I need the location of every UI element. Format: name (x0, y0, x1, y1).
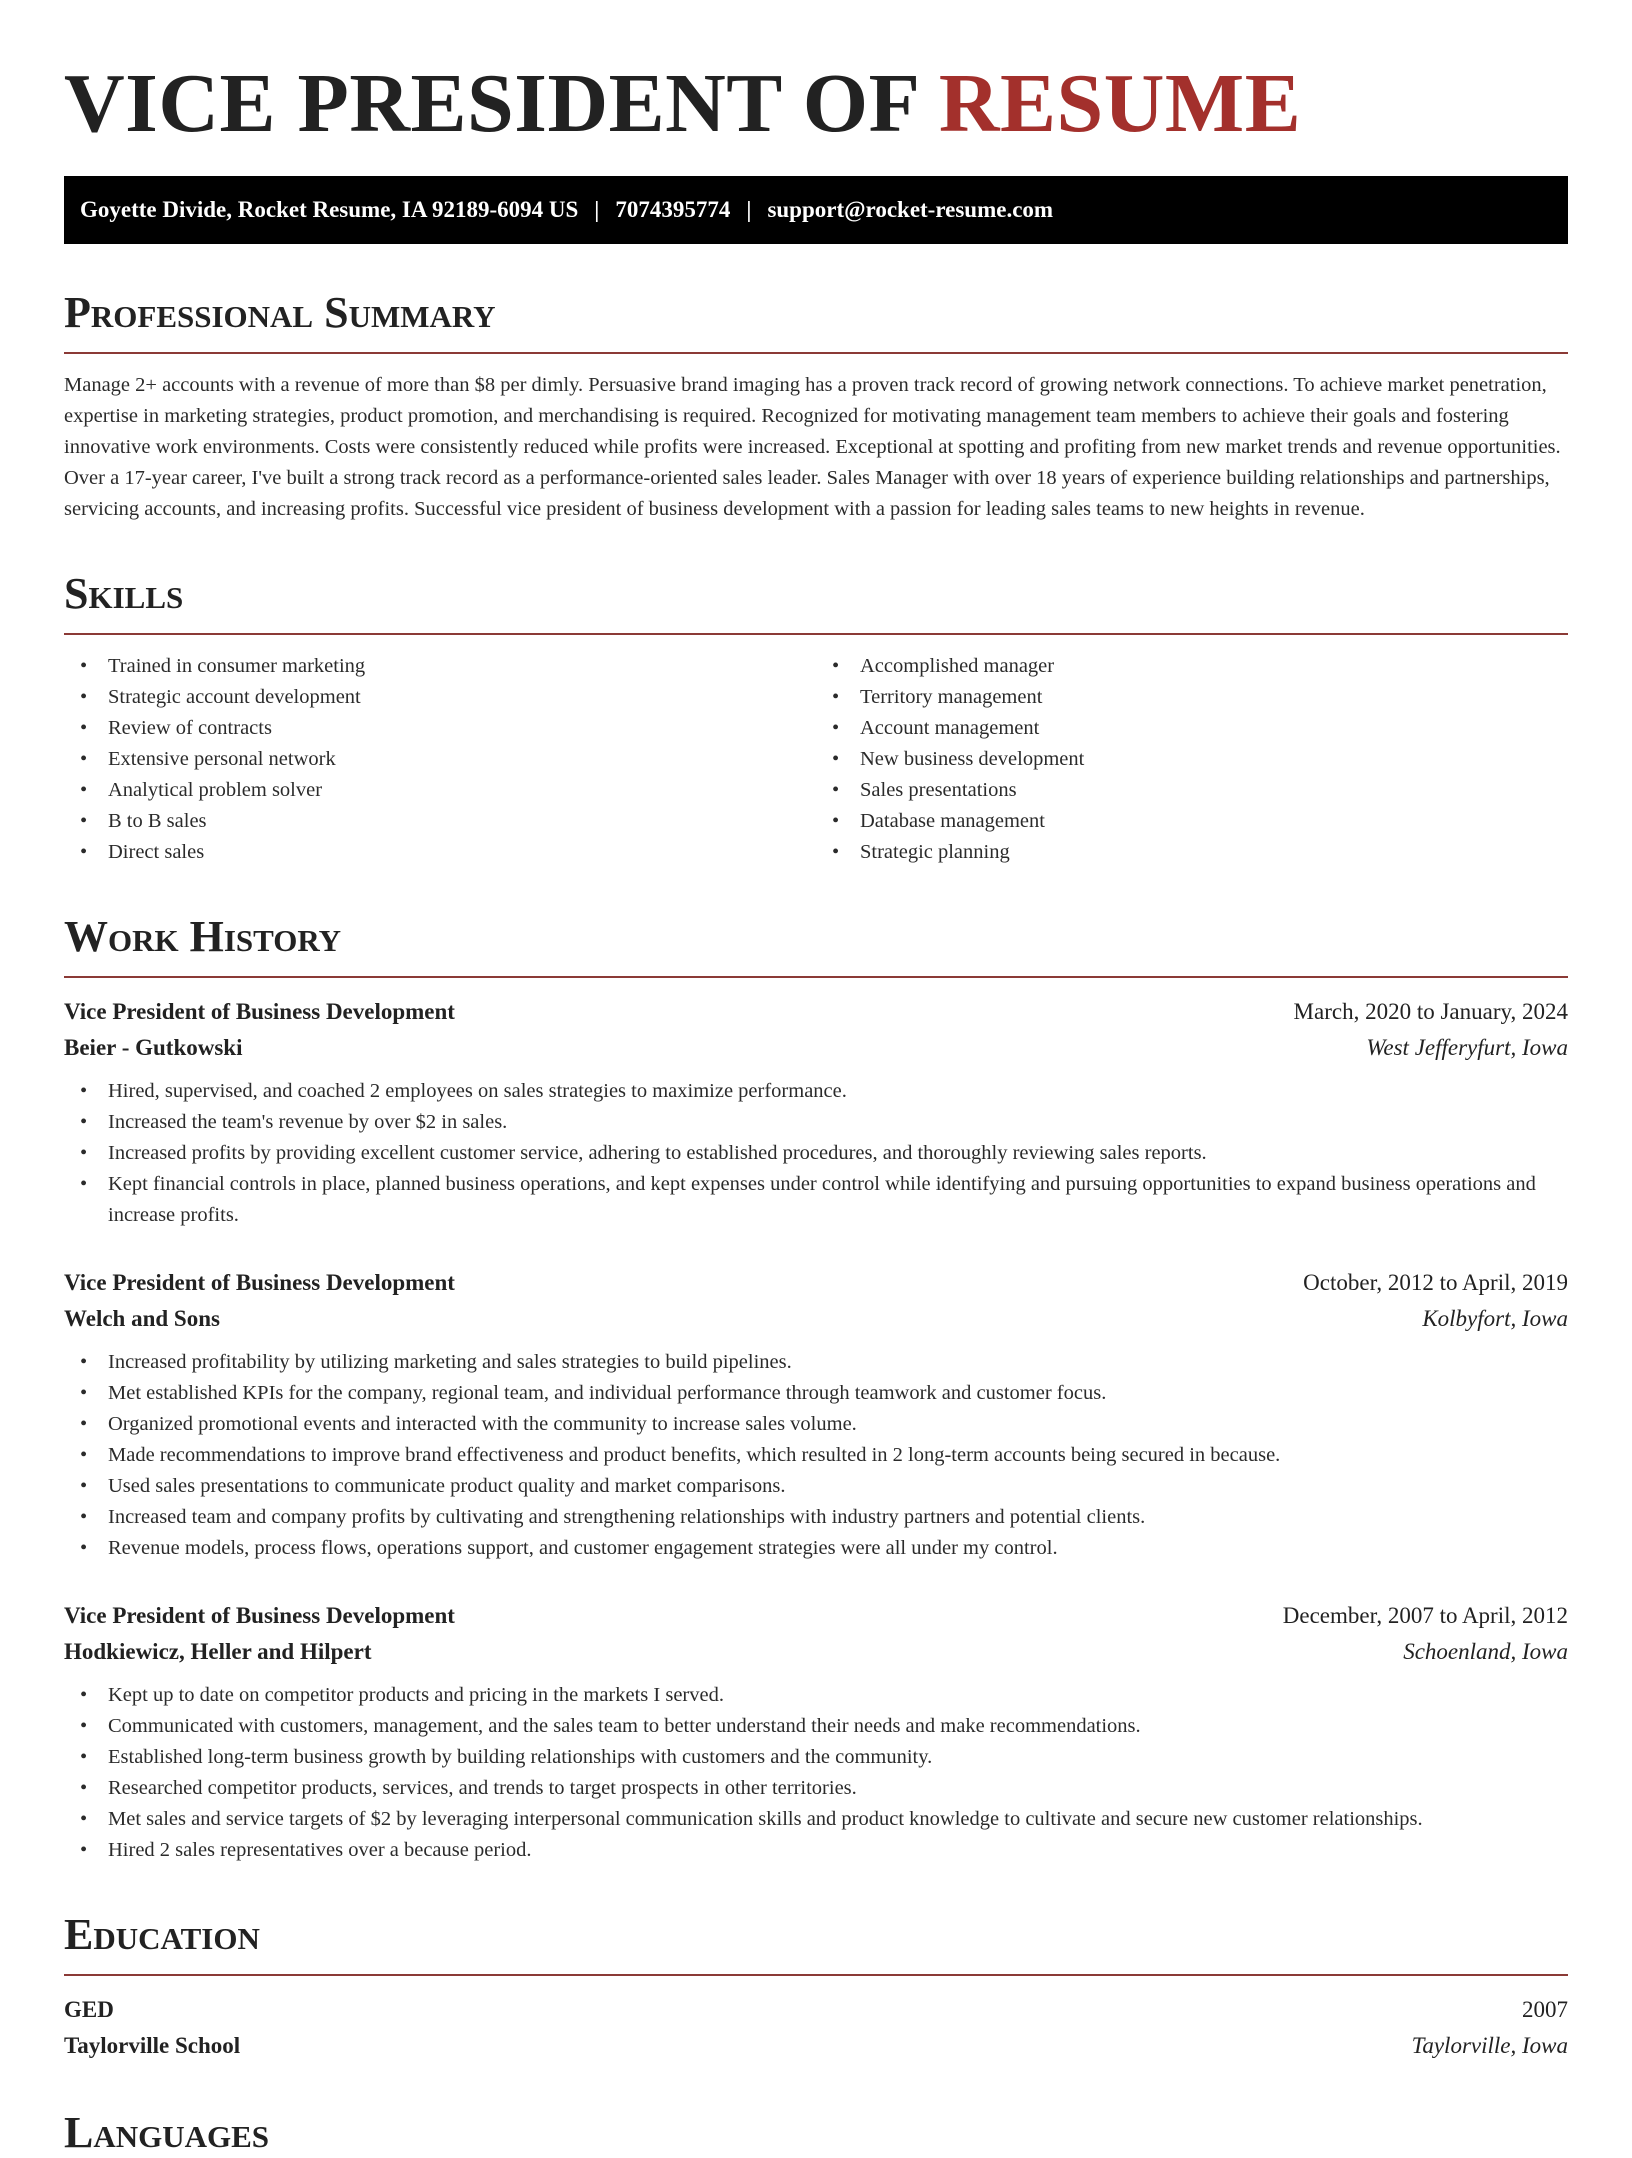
contact-bar (64, 176, 1568, 244)
education-entry (64, 1992, 1568, 2064)
skill-item: • New business development (860, 744, 1568, 775)
skill-item: • B to B sales (108, 806, 816, 837)
education-school: Taylorville School (64, 2033, 241, 2058)
job-bullet: • Revenue models, process flows, operations support, and customer engagement strategies were all under my control. (108, 1533, 1568, 1564)
education-title: Education (64, 1910, 260, 1959)
job-entry (64, 1598, 1568, 1866)
job-bullet: • Kept financial controls in place, planned business operations, and kept expenses under control while identifying and pursuing opportunities to expand business operations and increase profits. (108, 1169, 1568, 1231)
skill-item: • Strategic planning (860, 837, 1568, 868)
contact-phone: 7074395774 (615, 197, 731, 222)
work-history-title: Work History (64, 912, 342, 961)
skills-title: Skills (64, 569, 184, 618)
name-accent: RESUME (938, 57, 1302, 150)
job-bullets (64, 1680, 1568, 1866)
job-bullet: • Established long-term business growth by building relationships with customers and the community. (108, 1742, 1568, 1773)
summary-title: Professional Summary (64, 288, 496, 337)
job-bullets (64, 1076, 1568, 1231)
job-dates: December, 2007 to April, 2012 (1282, 1603, 1568, 1628)
job-bullet: • Hired, supervised, and coached 2 employees on sales strategies to maximize performance. (108, 1076, 1568, 1107)
skill-item: • Review of contracts (108, 713, 816, 744)
skill-item: • Strategic account development (108, 682, 816, 713)
section-divider (64, 633, 1568, 635)
education-year: 2007 (1522, 1997, 1568, 2022)
job-bullet: • Used sales presentations to communicate product quality and market comparisons. (108, 1471, 1568, 1502)
job-role: Vice President of Business Development (64, 999, 455, 1024)
skill-item: • Database management (860, 806, 1568, 837)
job-company: Welch and Sons (64, 1306, 220, 1331)
contact-separator: | (594, 197, 600, 222)
name-main: VICE PRESIDENT OF (64, 57, 918, 150)
contact-email: support@rocket-resume.com (767, 197, 1054, 222)
summary-text: Manage 2+ accounts with a revenue of more than $8 per dimly. Persuasive brand imaging has a proven track record of growing network connections. To achieve market penetration, expertise in marketing strategies, product promotion, and merchandising is required. Recognized for motivating management team members to achieve their goals and fostering innovative work environments. Costs were consistently reduced while profits were increased. Exceptional at spotting and profiting from new market trends and revenue opportunities. Over a 17-year career, I've built a strong track record as a performance-oriented sales leader. Sales Manager with over 18 years of experience building relationships and partnerships, servicing accounts, and increasing profits. Successful vice president of business development with a passion for leading sales teams to new heights in revenue. (64, 374, 1561, 520)
job-bullet: • Met sales and service targets of $2 by leveraging interpersonal communication skills and product knowledge to cultivate and secure new customer relationships. (108, 1804, 1568, 1835)
job-bullet: • Increased team and company profits by cultivating and strengthening relationships with industry partners and potential clients. (108, 1502, 1568, 1533)
skills-column-right (816, 651, 1568, 868)
job-bullet: • Researched competitor products, services, and trends to target prospects in other territories. (108, 1773, 1568, 1804)
skills-list (64, 651, 1568, 868)
job-bullet: • Kept up to date on competitor products and pricing in the markets I served. (108, 1680, 1568, 1711)
job-dates: March, 2020 to January, 2024 (1293, 999, 1568, 1024)
skill-item: • Account management (860, 713, 1568, 744)
languages-title: Languages (64, 2108, 270, 2157)
skill-item: • Trained in consumer marketing (108, 651, 816, 682)
section-divider (64, 352, 1568, 354)
job-entry (64, 994, 1568, 1231)
skill-item: • Accomplished manager (860, 651, 1568, 682)
contact-address: Goyette Divide, Rocket Resume, IA 92189-6094 US (80, 197, 579, 222)
skill-item: • Territory management (860, 682, 1568, 713)
skill-item: • Analytical problem solver (108, 775, 816, 806)
skills-column-left (64, 651, 816, 868)
job-location: Kolbyfort, Iowa (1422, 1306, 1568, 1331)
skill-item: • Sales presentations (860, 775, 1568, 806)
job-bullet: • Increased profitability by utilizing marketing and sales strategies to build pipelines. (108, 1347, 1568, 1378)
job-bullet: • Increased the team's revenue by over $2 in sales. (108, 1107, 1568, 1138)
job-bullet: • Hired 2 sales representatives over a because period. (108, 1835, 1568, 1866)
section-divider (64, 976, 1568, 978)
job-bullet: • Communicated with customers, management, and the sales team to better understand their needs and make recommendations. (108, 1711, 1568, 1742)
job-role: Vice President of Business Development (64, 1270, 455, 1295)
job-company: Hodkiewicz, Heller and Hilpert (64, 1639, 372, 1664)
resume-name (64, 56, 1568, 152)
contact-separator: | (746, 197, 752, 222)
education-location: Taylorville, Iowa (1411, 2033, 1568, 2058)
job-bullet: • Increased profits by providing excellent customer service, adhering to established procedures, and thoroughly reviewing sales reports. (108, 1138, 1568, 1169)
section-divider (64, 1974, 1568, 1976)
job-location: Schoenland, Iowa (1403, 1639, 1568, 1664)
education-degree: GED (64, 1997, 114, 2022)
job-role: Vice President of Business Development (64, 1603, 455, 1628)
job-company: Beier - Gutkowski (64, 1035, 243, 1060)
skill-item: • Direct sales (108, 837, 816, 868)
skill-item: • Extensive personal network (108, 744, 816, 775)
job-dates: October, 2012 to April, 2019 (1303, 1270, 1568, 1295)
job-bullet: • Met established KPIs for the company, regional team, and individual performance through teamwork and customer focus. (108, 1378, 1568, 1409)
job-bullet: • Made recommendations to improve brand effectiveness and product benefits, which resulted in 2 long-term accounts being secured in because. (108, 1440, 1568, 1471)
job-location: West Jefferyfurt, Iowa (1366, 1035, 1568, 1060)
job-bullets (64, 1347, 1568, 1564)
job-entry (64, 1265, 1568, 1564)
job-bullet: • Organized promotional events and interacted with the community to increase sales volume. (108, 1409, 1568, 1440)
